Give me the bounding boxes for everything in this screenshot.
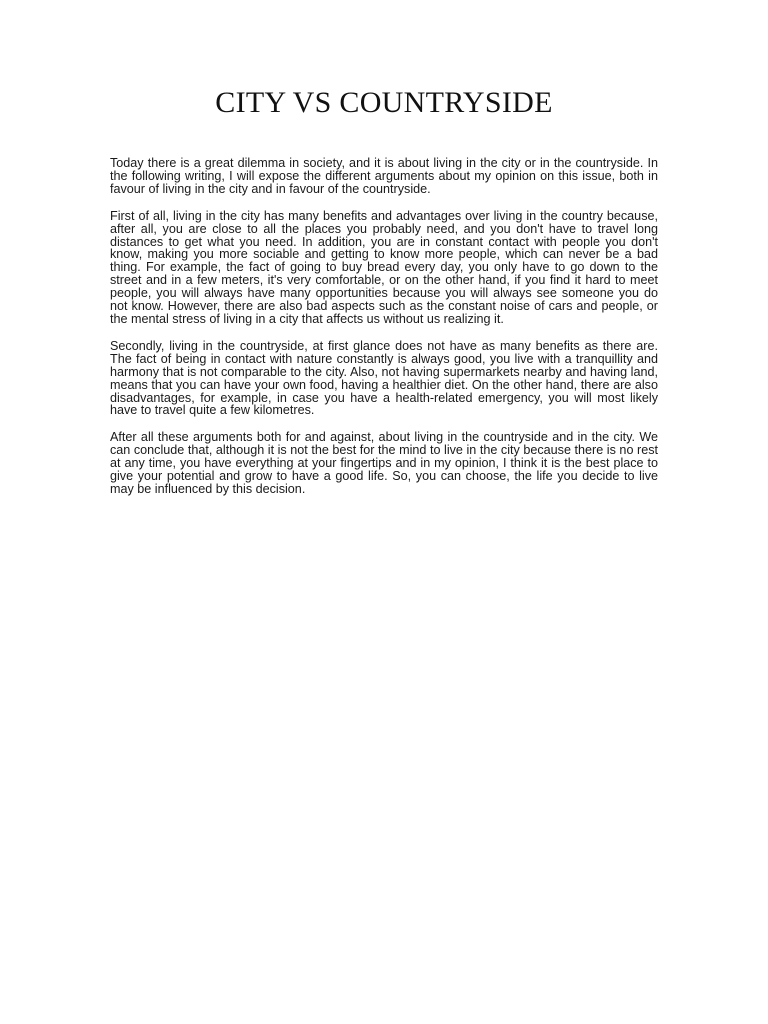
- document-body: [110, 157, 658, 510]
- paragraph-city: First of all, living in the city has many benefits and advantages over living in the country because, after all, you are close to all the places you probably need, and you don't have to travel long distances to get what you need. In addition, you are in constant contact with people you don't know, making you more sociable and getting to know more people, which can never be a bad thing. For example, the fact of going to buy bread every day, you only have to go down to the street and in a few meters, it's very comfortable, or on the other hand, if you find it hard to meet people, you will always have many opportunities because you will always see someone you do not know. However, there are also bad aspects such as the constant noise of cars and people, or the mental stress of living in a city that affects us without us realizing it.: [110, 208, 658, 326]
- page-title: CITY VS COUNTRYSIDE: [215, 86, 553, 119]
- paragraph-intro: Today there is a great dilemma in society, and it is about living in the city or in the countryside. In the following writing, I will expose the different arguments about my opinion on this issue, both in favour of living in the city and in favour of the countryside.: [110, 156, 658, 196]
- paragraph-conclusion: After all these arguments both for and against, about living in the countryside and in the city. We can conclude that, although it is not the best for the mind to live in the city because there is no rest at any time, you have everything at your fingertips and in my opinion, I think it is the best place to give your potential and grow to have a good life. So, you can choose, the life you decide to live may be influenced by this decision.: [110, 430, 658, 496]
- paragraph-countryside: Secondly, living in the countryside, at first glance does not have as many benefits as there are. The fact of being in contact with nature constantly is always good, you live with a tranquillity and harmony that is not comparable to the city. Also, not having supermarkets nearby and having land, means that you can have your own food, having a healthier diet. On the other hand, there are also disadvantages, for example, in case you have a health-related emergency, you will most likely have to travel quite a few kilometres.: [110, 338, 658, 418]
